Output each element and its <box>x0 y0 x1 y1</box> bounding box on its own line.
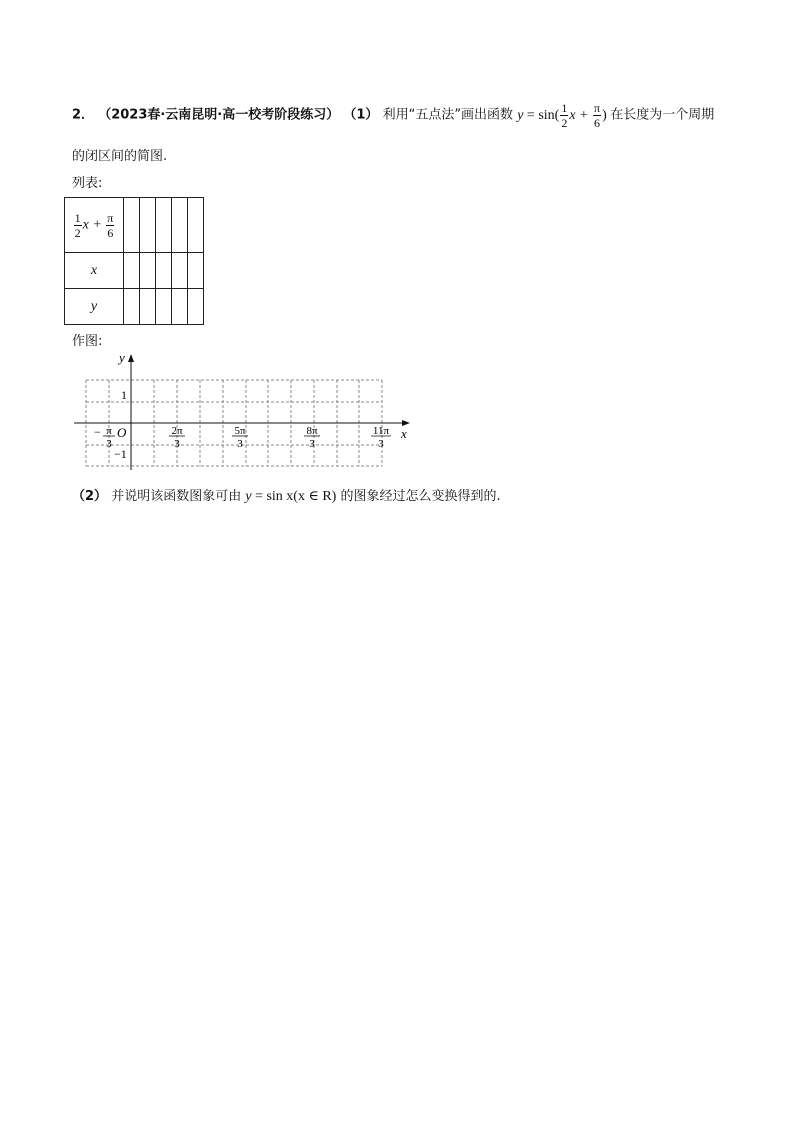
table-frac-pi6-den: 6 <box>107 225 114 240</box>
table-frac-half-den: 2 <box>74 225 81 240</box>
part2-label: （2） <box>72 489 108 504</box>
frac-half-den: 2 <box>561 116 568 130</box>
y-axis-label: y <box>119 350 125 365</box>
part1-line-2: 的闭区间的简图. <box>72 149 168 164</box>
xtick-2pi3 <box>169 425 185 450</box>
func-eq: = sin( <box>523 107 560 123</box>
origin-label: O <box>117 425 127 440</box>
table-frac-pi6-num: π <box>107 210 114 225</box>
table-label: 列表: <box>72 176 103 191</box>
xtick-den: 3 <box>309 438 315 450</box>
xtick-num: π <box>106 425 112 437</box>
y-axis-arrow <box>128 354 134 362</box>
table-x-plus: x + <box>82 217 106 233</box>
tick-label-minus1: −1 <box>114 447 127 461</box>
question-source: （2023春·云南昆明·高一校考阶段练习） <box>98 107 340 123</box>
part1-label: （1） <box>343 107 379 123</box>
x-axis-label: x <box>401 426 407 441</box>
part2-function <box>245 489 336 504</box>
xtick-num: 11π <box>372 425 390 437</box>
func-x-plus: x + <box>569 107 592 123</box>
func-y: y <box>517 107 524 123</box>
xtick-num: 2π <box>171 425 183 437</box>
frac-pi6-den: 6 <box>594 116 601 130</box>
question-number: 2． <box>72 107 95 123</box>
table-head-x: x <box>65 253 124 289</box>
xtick-sign: − <box>94 425 101 439</box>
frac-pi6-num: π <box>594 101 601 115</box>
graph-label: 作图: <box>72 334 103 349</box>
xtick-den: 3 <box>237 438 243 450</box>
part2-func-y: y <box>245 489 252 504</box>
part1-text-a: 利用“五点法”画出函数 <box>382 107 514 123</box>
xtick-num: 5π <box>234 425 246 437</box>
part2-line <box>72 485 501 505</box>
frac-half-num: 1 <box>561 101 568 115</box>
xtick-num: 8π <box>306 425 318 437</box>
xtick-den: 3 <box>174 438 180 450</box>
xtick-11pi3 <box>371 425 391 450</box>
xtick-den: 3 <box>106 438 112 450</box>
xtick-neg-pi3 <box>94 425 115 450</box>
part2-text-a: 并说明该函数图象可由 <box>111 489 242 504</box>
xtick-8pi3 <box>304 425 320 450</box>
func-close: ) <box>602 107 607 123</box>
part1-text-b: 在长度为一个周期 <box>610 107 715 123</box>
part2-text-b: 的图象经过怎么变换得到的. <box>340 489 501 504</box>
part2-func-body: = sin x(x ∈ R) <box>251 489 337 504</box>
table-head-y: y <box>65 289 124 325</box>
table-frac-half-num: 1 <box>74 210 81 225</box>
xtick-den: 3 <box>378 438 384 450</box>
tick-label-1: 1 <box>121 388 127 402</box>
